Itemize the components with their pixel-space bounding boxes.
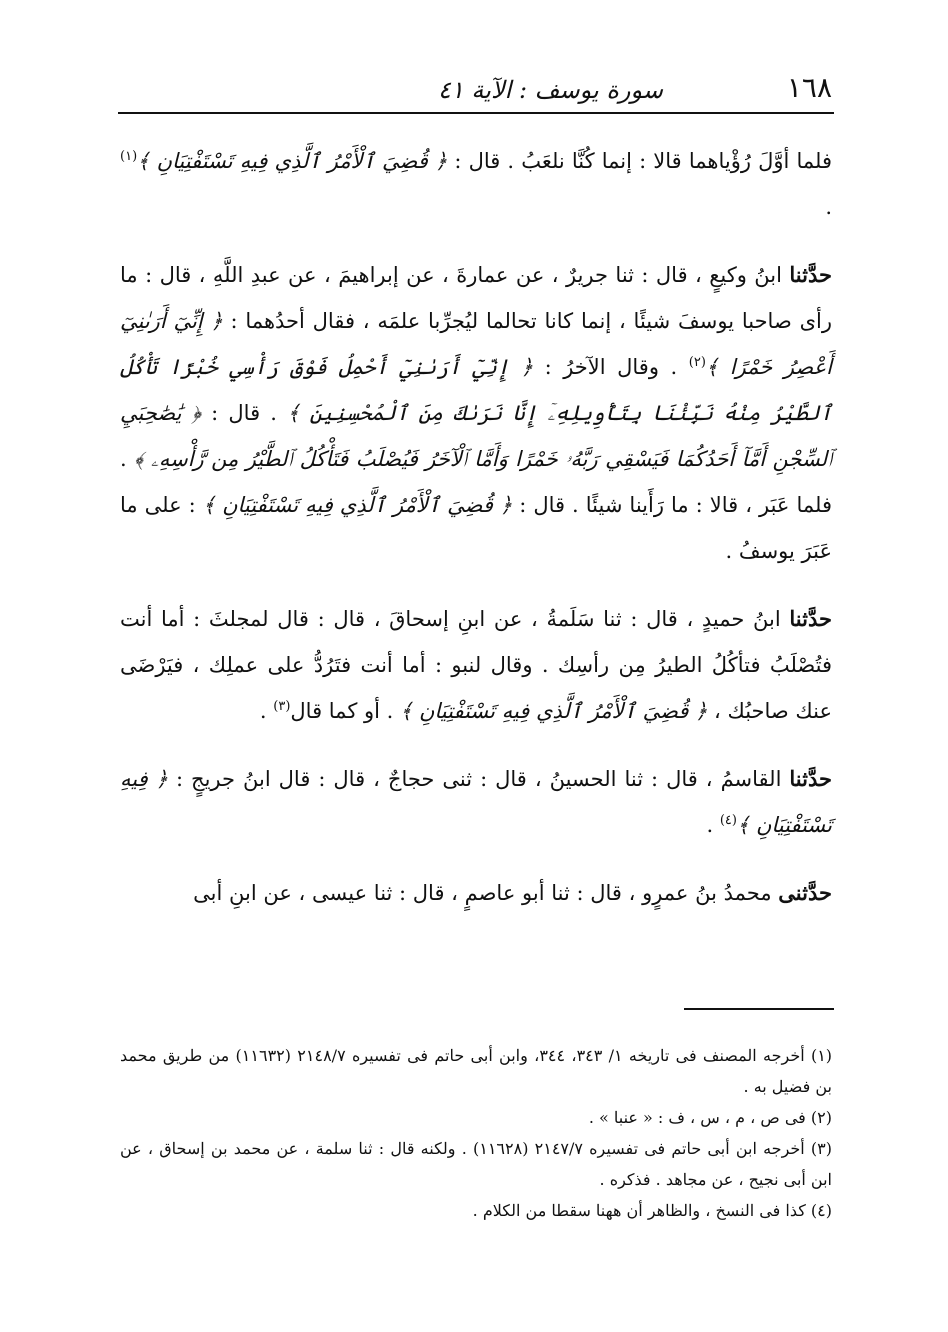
quran-quote: ﴿ إِنِّيٓ أَرَىٰنِيٓ أَحْمِلُ فَوْقَ رَأْسِي خُبْزًا تَأْكُلُ ٱلطَّيْرُ مِنْهُ نَبِّئْنَا بِتَأْوِيلِهِۦٓ إِنَّا نَرَىٰكَ مِنَ ٱلْمُحْسِنِينَ ﴾ — [120, 355, 832, 425]
footnote-ref-3: (٣) — [273, 699, 291, 714]
text-span: فلما أوَّلَ رُؤْياهما قالا : إنما كُنَّا نلعَبُ . قال : — [447, 149, 832, 173]
running-title: سورة يوسف : الآية ٤١ — [438, 76, 663, 104]
text-span: . قال : — [200, 401, 288, 425]
hadith-lead-word: حدَّثنا — [789, 766, 832, 791]
text-span: . — [706, 813, 720, 837]
quran-quote: ﴿ قُضِيَ ٱلْأَمْرُ ٱلَّذِي فِيهِ تَسْتَفْتِيَانِ ﴾ — [400, 699, 708, 723]
footnote-ref-2: (٢) — [688, 355, 706, 370]
text-span: . — [259, 699, 274, 723]
quran-quote: ﴿ فِيهِ تَسْتَفْتِيَانِ ﴾ — [120, 767, 832, 837]
paragraph-5 — [120, 870, 832, 916]
paragraph-1 — [120, 138, 832, 230]
text-span: : على ما عَبَرَ يوسفُ . — [120, 493, 832, 563]
footnote-ref-4: (٤) — [719, 813, 737, 828]
footnote-ref-1: (١) — [120, 149, 138, 164]
paragraph-2 — [120, 252, 832, 574]
text-span: . أو كما قال — [290, 699, 400, 723]
quran-quote: ﴿ إِنِّيٓ أَرَىٰنِيٓ أَعْصِرُ خَمْرًا ﴾ — [120, 309, 832, 379]
page-number: ١٦٨ — [786, 71, 832, 104]
main-text — [120, 138, 832, 922]
hadith-lead-word: حدَّثنا — [789, 262, 832, 287]
text-span: . فلما عَبَر ، قالا : ما رَأَينا شيئًا . قال : — [120, 447, 833, 517]
footnote-1: (١) أخرجه المصنف فى تاريخه ١/ ٣٤٣، ٣٤٤، وابن أبى حاتم فى تفسيره ٢١٤٨/٧ (١١٦٣٢) من طريق محمد بن فضيل به . — [120, 1046, 833, 1096]
quran-quote: ﴿ قُضِيَ ٱلْأَمْرُ ٱلَّذِي فِيهِ تَسْتَفْتِيَانِ ﴾ — [137, 149, 448, 173]
hadith-lead-word: حدَّثنا — [789, 606, 832, 631]
footnotes — [120, 1040, 832, 1226]
paragraph-3 — [120, 596, 832, 734]
quran-quote: ﴿ قُضِيَ ٱلْأَمْرُ ٱلَّذِي فِيهِ تَسْتَفْتِيَانِ ﴾ — [202, 493, 513, 517]
quran-quote: ﴿ يَٰصَٰحِبَيِ ٱلسِّجْنِ أَمَّآ أَحَدُكُمَا فَيَسْقِي رَبَّهُۥ خَمْرًا وَأَمَّا ٱلْآخَرُ فَيُصْلَبُ فَتَأْكُلُ ٱلطَّيْرُ مِن رَّأْسِهِۦ ﴾ — [120, 401, 832, 471]
text-span: ابنُ وكيعٍ ، قال : ثنا جريرٌ ، عن عمارةَ ، عن إبراهيمَ ، عن عبدِ اللَّهِ ، قال : ما رأى صاحبا يوسفَ شيئًا ، إنما كانا تحالما ليُجرِّبا علمَه ، فقال أحدُهما : — [120, 263, 832, 333]
footnote-rule — [684, 1008, 834, 1010]
paragraph-4 — [120, 756, 832, 848]
text-span: . وقال الآخرُ : — [533, 355, 689, 379]
text-span: ابنُ حميدٍ ، قال : ثنا سَلَمةُ ، عن ابنِ إسحاقَ ، قال : قال لمجلثَ : أما أنت فتُصْلَبُ فتأكُلُ الطيرُ مِن رأسِك . وقال لنبو : أما أنت فتَرُدُّ على عملِك ، فيَرْضَى عنك صاحبُك ، — [120, 607, 832, 723]
footnote-3: (٣) أخرجه ابن أبى حاتم فى تفسيره ٢١٤٧/٧ (١١٦٢٨) . ولكنه قال : ثنا سلمة ، عن محمد بن إسحاق ، عن ابن أبى نجيح ، عن مجاهد . فذكره . — [120, 1139, 833, 1189]
text-span: القاسمُ ، قال : ثنا الحسينُ ، قال : ثنى حجاجٌ ، قال : قال ابنُ جريجٍ : — [167, 767, 790, 791]
header-rule — [118, 112, 834, 114]
footnote-4: (٤) كذا فى النسخ ، والظاهر أن ههنا سقطا من الكلام . — [472, 1201, 832, 1220]
hadith-lead-word: حدَّثنى — [778, 880, 832, 905]
page-header — [118, 58, 832, 104]
text-span: . — [825, 195, 832, 219]
footnote-2: (٢) فى ص ، م ، س ، ف : « عنبا » . — [588, 1108, 832, 1127]
text-span: محمدُ بنُ عمرٍو ، قال : ثنا أبو عاصمٍ ، قال : ثنا عيسى ، عن ابنِ أبى — [193, 881, 779, 905]
